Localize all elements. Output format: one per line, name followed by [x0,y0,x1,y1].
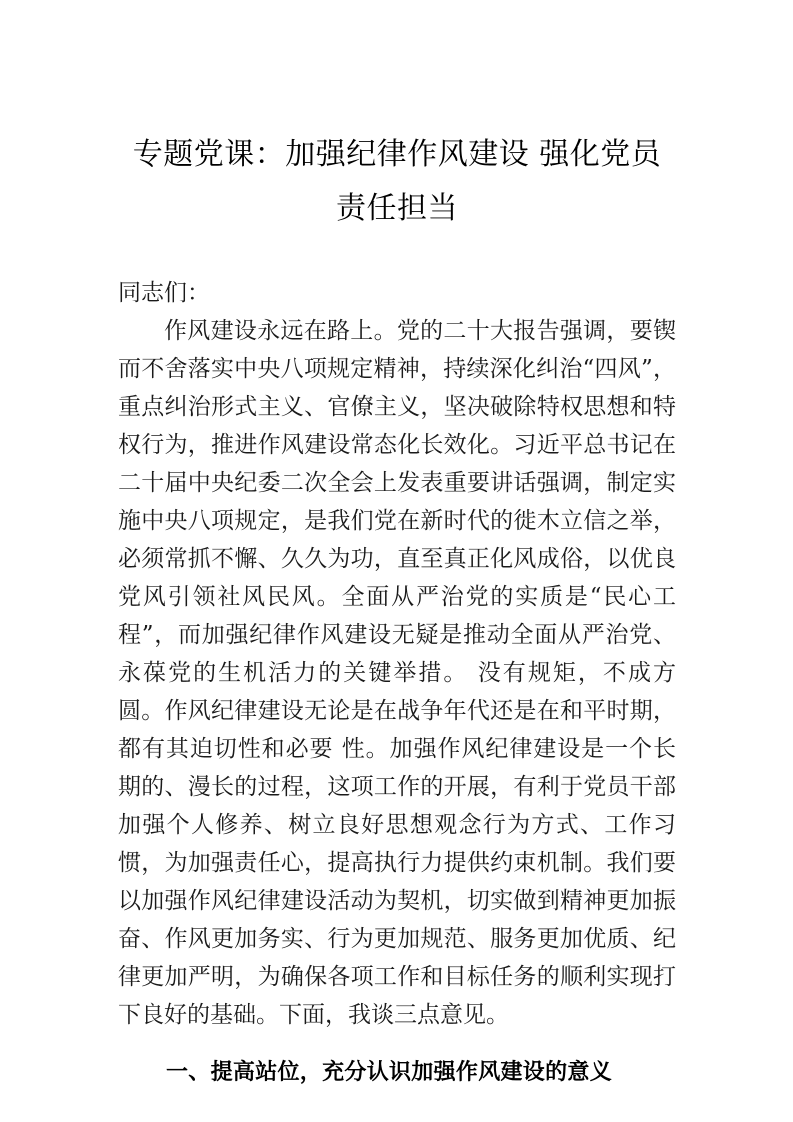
document-title: 专题党课：加强纪律作风建设 强化党员责任担当 [132,137,662,226]
section-heading-one: 一、提高站位，充分认识加强作风建设的意义 [166,1060,613,1085]
document-text-column [118,0,676,1092]
body-paragraph: 作风建设永远在路上。党的二十大报告强调，要锲而不舍落实中央八项规定精神，持续深化纠治“四风”，重点纠治形式主义、官僚主义，坚决破除特权思想和特权行为，推进作风建设常态化长效化。习近平总书记在二十届中央纪委二次全会上发表重要讲话强调，制定实施中央八项规定，是我们党在新时代的徙木立信之举，必须常抓不懈、久久为功，直至真正化风成俗，以优良党风引领社风民风。全面从严治党的实质是“民心工程”，而加强纪律作风建设无疑是推动全面从严治党、永葆党的生机活力的关键举措。 没有规矩，不成方圆。作风纪律建设无论是在战争年代还是在和平时期，都有其迫切性和必要 性。加强作风纪律建设是一个长期的、漫长的过程，这项工作的开展，有利于党员干部加强个人修养、树立良好思想观念行为方式、工作习惯，为加强责任心，提高执行力提供约束机制。我们要以加强作风纪律建设活动为契机，切实做到精神更加振奋、作风更加务实、行为更加规范、服务更加优质、纪律更加严明，为确保各项工作和目标任务的顺利实现打下良好的基础。下面，我谈三点意见。 [118,318,676,1028]
salutation-line: 同志们： [118,280,210,306]
